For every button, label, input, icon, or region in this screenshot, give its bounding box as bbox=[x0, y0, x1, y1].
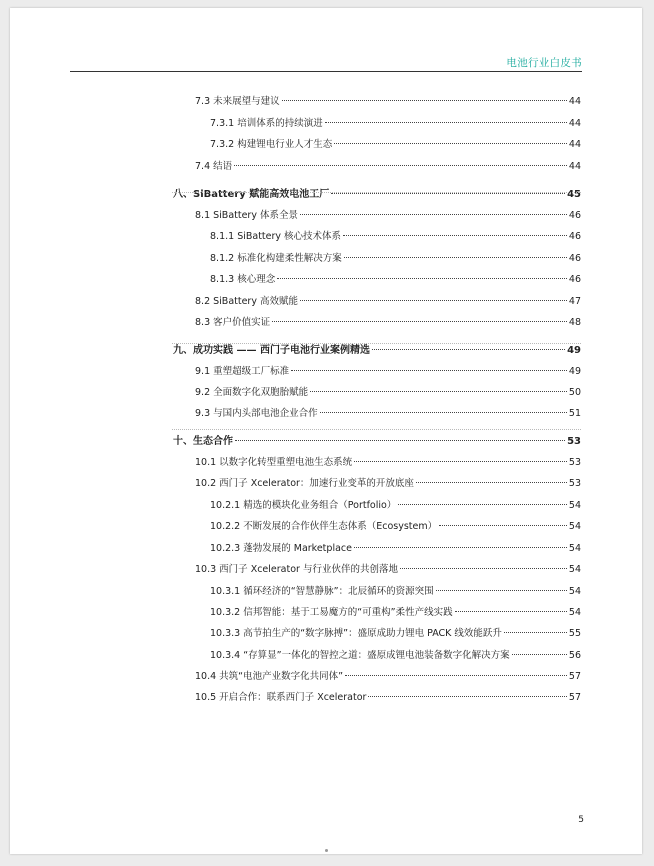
toc-entry-page: 44 bbox=[568, 139, 581, 150]
toc-entry[interactable] bbox=[210, 500, 581, 512]
dot-leader bbox=[400, 568, 567, 569]
dot-leader bbox=[368, 696, 566, 697]
page-indicator-dot bbox=[325, 849, 328, 852]
toc-entry-title: 10.2.2 不断发展的合作伙伴生态体系（Ecosystem） bbox=[210, 521, 438, 532]
dot-leader bbox=[235, 440, 565, 441]
running-header-title: 电池行业白皮书 bbox=[506, 57, 582, 69]
dot-leader bbox=[455, 611, 567, 612]
toc-entry[interactable] bbox=[210, 139, 581, 151]
toc-entry[interactable] bbox=[195, 692, 581, 704]
toc-entry[interactable] bbox=[195, 564, 581, 576]
toc-entry-page: 54 bbox=[568, 586, 581, 597]
chapter-divider bbox=[172, 429, 581, 430]
toc-entry-page: 54 bbox=[568, 500, 581, 511]
toc-entry[interactable] bbox=[210, 521, 581, 533]
toc-entry-page: 57 bbox=[568, 671, 581, 682]
toc-chapter-entry[interactable] bbox=[173, 436, 581, 448]
toc-entry-page: 46 bbox=[568, 231, 581, 242]
toc-entry[interactable] bbox=[195, 317, 581, 329]
toc-entry-page: 46 bbox=[568, 253, 581, 264]
dot-leader bbox=[331, 193, 565, 194]
dot-leader bbox=[334, 143, 567, 144]
dot-leader bbox=[343, 235, 567, 236]
toc-entry-title: 7.4 结语 bbox=[195, 161, 233, 172]
dot-leader bbox=[344, 257, 567, 258]
toc-entry-title: 九、成功实践 —— 西门子电池行业案例精选 bbox=[173, 345, 370, 356]
toc-entry-title: 7.3.2 构建锂电行业人才生态 bbox=[210, 139, 333, 150]
dot-leader bbox=[439, 525, 567, 526]
document-page bbox=[10, 8, 642, 854]
header-rule bbox=[70, 71, 582, 72]
dot-leader bbox=[416, 482, 567, 483]
chapter-divider bbox=[172, 343, 581, 344]
toc-entry-page: 51 bbox=[568, 408, 581, 419]
toc-entry[interactable] bbox=[195, 96, 581, 108]
toc-entry[interactable] bbox=[195, 210, 581, 222]
dot-leader bbox=[320, 412, 567, 413]
toc-entry-page: 53 bbox=[568, 457, 581, 468]
toc-entry-title: 10.1 以数字化转型重塑电池生态系统 bbox=[195, 457, 353, 468]
toc-entry-page: 48 bbox=[568, 317, 581, 328]
toc-entry-page: 45 bbox=[567, 189, 581, 200]
toc-entry-page: 54 bbox=[568, 521, 581, 532]
toc-entry[interactable] bbox=[195, 296, 581, 308]
toc-entry[interactable] bbox=[210, 231, 581, 243]
toc-entry-title: 7.3 未来展望与建议 bbox=[195, 96, 280, 107]
toc-entry[interactable] bbox=[195, 478, 581, 490]
toc-entry[interactable] bbox=[195, 161, 581, 173]
toc-entry-page: 49 bbox=[567, 345, 581, 356]
toc-entry-title: 7.3.1 培训体系的持续演进 bbox=[210, 118, 323, 129]
toc-entry[interactable] bbox=[195, 457, 581, 469]
dot-leader bbox=[354, 461, 567, 462]
toc-entry-title: 10.5 开启合作：联系西门子 Xcelerator bbox=[195, 692, 367, 703]
toc-entry-title: 8.1.1 SiBattery 核心技术体系 bbox=[210, 231, 342, 242]
dot-leader bbox=[512, 654, 567, 655]
chapter-divider bbox=[172, 192, 581, 193]
toc-entry[interactable] bbox=[210, 628, 581, 640]
toc-entry[interactable] bbox=[210, 607, 581, 619]
toc-entry-title: 10.3.3 高节拍生产的“数字脉搏”：盛原成助力锂电 PACK 线效能跃升 bbox=[210, 628, 502, 639]
toc-entry[interactable] bbox=[210, 650, 581, 662]
toc-entry-title: 10.3.2 信邦智能：基于工易魔方的“可重构”柔性产线实践 bbox=[210, 607, 453, 618]
toc-entry[interactable] bbox=[210, 543, 581, 555]
page-number: 5 bbox=[578, 815, 584, 825]
toc-entry-title: 9.3 与国内头部电池企业合作 bbox=[195, 408, 318, 419]
toc-entry-page: 44 bbox=[568, 96, 581, 107]
toc-entry-page: 56 bbox=[568, 650, 581, 661]
toc-entry-title: 8.1 SiBattery 体系全景 bbox=[195, 210, 298, 221]
toc-entry[interactable] bbox=[210, 274, 581, 286]
dot-leader bbox=[398, 504, 567, 505]
toc-entry-title: 8.1.3 核心理念 bbox=[210, 274, 276, 285]
toc-entry-page: 54 bbox=[568, 564, 581, 575]
toc-entry-title: 10.2.1 精选的模块化业务组合（Portfolio） bbox=[210, 500, 397, 511]
toc-entry-page: 53 bbox=[567, 436, 581, 447]
toc-entry[interactable] bbox=[195, 366, 581, 378]
toc-entry-title: 10.2 西门子 Xcelerator：加速行业变革的开放底座 bbox=[195, 478, 414, 489]
toc-entry-title: 9.1 重塑超级工厂标准 bbox=[195, 366, 290, 377]
dot-leader bbox=[325, 122, 567, 123]
dot-leader bbox=[345, 675, 567, 676]
toc-entry[interactable] bbox=[210, 586, 581, 598]
toc-entry-page: 44 bbox=[568, 161, 581, 172]
dot-leader bbox=[291, 370, 567, 371]
toc-entry-title: 10.3 西门子 Xcelerator 与行业伙伴的共创落地 bbox=[195, 564, 398, 575]
toc-entry-page: 53 bbox=[568, 478, 581, 489]
toc-entry-title: 8.1.2 标准化构建柔性解决方案 bbox=[210, 253, 342, 264]
toc-entry-title: 8.2 SiBattery 高效赋能 bbox=[195, 296, 298, 307]
dot-leader bbox=[234, 165, 567, 166]
toc-entry-page: 50 bbox=[568, 387, 581, 398]
toc-entry-page: 46 bbox=[568, 274, 581, 285]
dot-leader bbox=[436, 590, 567, 591]
toc-entry-title: 8.3 客户价值实证 bbox=[195, 317, 271, 328]
toc-entry-page: 46 bbox=[568, 210, 581, 221]
toc-entry[interactable] bbox=[195, 671, 581, 683]
toc-entry[interactable] bbox=[210, 253, 581, 265]
dot-leader bbox=[300, 214, 567, 215]
dot-leader bbox=[272, 321, 567, 322]
dot-leader bbox=[504, 632, 567, 633]
toc-entry-title: 10.3.4 “存算显”一体化的智控之道：盛原成锂电池装备数字化解决方案 bbox=[210, 650, 510, 661]
toc-entry[interactable] bbox=[195, 408, 581, 420]
toc-entry-title: 9.2 全面数字化双胞胎赋能 bbox=[195, 387, 309, 398]
toc-entry-title: 10.4 共筑“电池产业数字化共同体” bbox=[195, 671, 344, 682]
dot-leader bbox=[354, 547, 567, 548]
toc-entry-page: 49 bbox=[568, 366, 581, 377]
toc-chapter-entry[interactable] bbox=[173, 345, 581, 357]
toc-entry-title: 10.2.3 蓬勃发展的 Marketplace bbox=[210, 543, 352, 554]
toc-entry-page: 44 bbox=[568, 118, 581, 129]
toc-entry-page: 55 bbox=[568, 628, 581, 639]
toc-entry[interactable] bbox=[210, 118, 581, 130]
dot-leader bbox=[372, 349, 565, 350]
toc-entry[interactable] bbox=[195, 387, 581, 399]
toc-entry-page: 54 bbox=[568, 607, 581, 618]
dot-leader bbox=[282, 100, 567, 101]
toc-entry-page: 57 bbox=[568, 692, 581, 703]
dot-leader bbox=[300, 300, 567, 301]
toc-chapter-entry[interactable] bbox=[173, 189, 581, 201]
toc-entry-title: 八、SiBattery 赋能高效电池工厂 bbox=[173, 189, 330, 200]
dot-leader bbox=[310, 391, 567, 392]
toc-entry-title: 10.3.1 循环经济的“智慧静脉”：北辰循环的资源突围 bbox=[210, 586, 434, 597]
toc-entry-title: 十、生态合作 bbox=[173, 436, 233, 447]
toc-entry-page: 54 bbox=[568, 543, 581, 554]
dot-leader bbox=[277, 278, 567, 279]
toc-entry-page: 47 bbox=[568, 296, 581, 307]
